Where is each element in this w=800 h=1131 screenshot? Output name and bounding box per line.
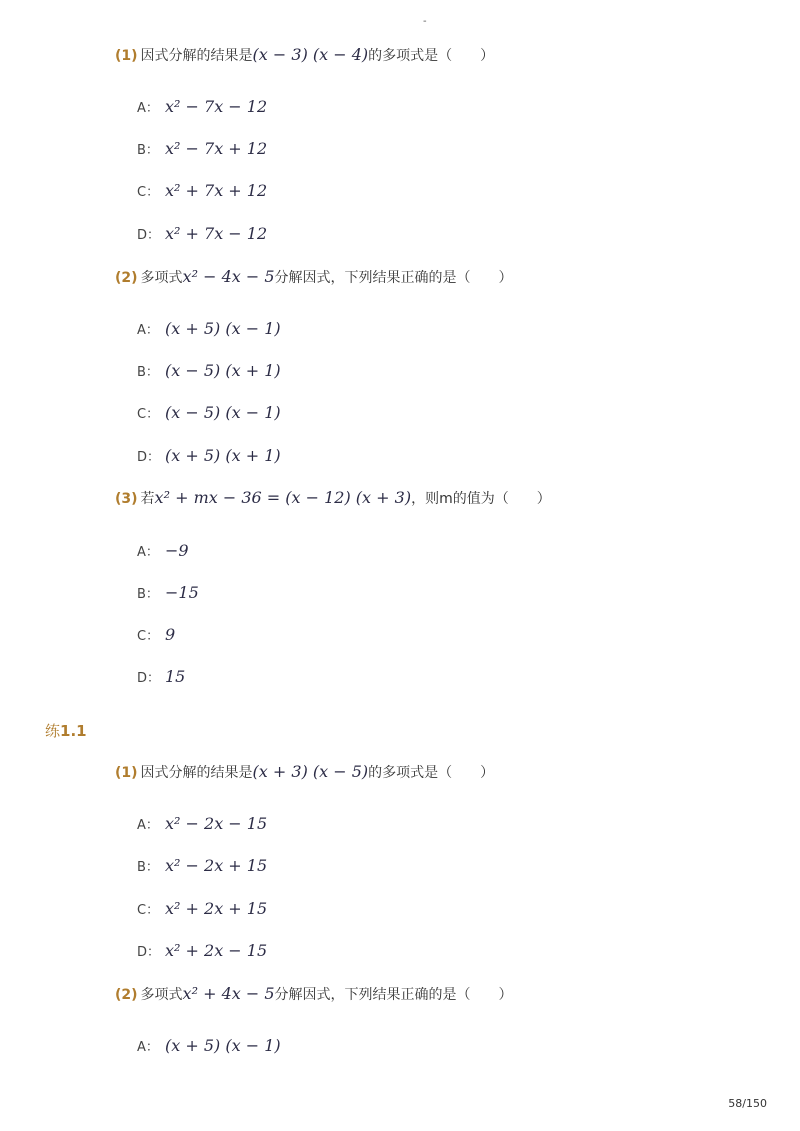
option-math: 15 xyxy=(165,667,186,686)
option-letter: A： xyxy=(137,1040,159,1055)
option-letter: A： xyxy=(137,101,159,116)
option-math: x² + 2x + 15 xyxy=(165,899,268,918)
option-a[interactable] xyxy=(137,97,267,116)
option-b[interactable] xyxy=(137,139,267,158)
section-title xyxy=(45,720,87,741)
option-b[interactable] xyxy=(137,856,267,875)
option-letter: A： xyxy=(137,545,159,560)
practice-question-1 xyxy=(115,762,494,782)
option-math: x² + 7x − 12 xyxy=(165,224,268,243)
option-math: x² − 7x + 12 xyxy=(165,139,268,158)
question-number: (3) xyxy=(115,491,138,507)
option-letter: C： xyxy=(137,903,160,918)
question-text-pre: 多项式 xyxy=(140,987,183,1003)
question-math: x² + mx − 36 = (x − 12) (x + 3) xyxy=(154,488,412,507)
option-math: x² − 2x − 15 xyxy=(165,814,268,833)
option-c[interactable] xyxy=(137,625,175,644)
question-text-pre: 因式分解的结果是 xyxy=(140,48,253,64)
option-letter: B： xyxy=(137,587,159,602)
option-letter: A： xyxy=(137,818,159,833)
question-math: x² − 4x − 5 xyxy=(182,267,275,286)
option-b[interactable] xyxy=(137,361,281,380)
section-title-number: 1.1 xyxy=(60,722,87,740)
option-math: −15 xyxy=(165,583,199,602)
question-text-pre: 多项式 xyxy=(140,270,183,286)
option-letter: C： xyxy=(137,629,160,644)
section-title-prefix: 练 xyxy=(45,722,61,740)
option-letter: C： xyxy=(137,185,160,200)
option-a[interactable] xyxy=(137,814,267,833)
question-text-post: ，则m的值为（ ） xyxy=(411,491,551,507)
top-mark: - xyxy=(423,16,427,27)
question-text-post: 的多项式是（ ） xyxy=(368,765,495,781)
option-a[interactable] xyxy=(137,319,281,338)
option-letter: D： xyxy=(137,945,161,960)
option-math: 9 xyxy=(165,625,176,644)
question-3 xyxy=(115,488,551,508)
option-letter: B： xyxy=(137,143,159,158)
option-math: (x − 5) (x + 1) xyxy=(165,361,281,380)
option-c[interactable] xyxy=(137,403,281,422)
option-letter: B： xyxy=(137,365,159,380)
option-a[interactable] xyxy=(137,1036,281,1055)
option-d[interactable] xyxy=(137,941,267,960)
question-2 xyxy=(115,267,513,287)
option-math: −9 xyxy=(165,541,189,560)
option-letter: D： xyxy=(137,671,161,686)
option-math: (x + 5) (x + 1) xyxy=(165,446,281,465)
practice-question-2 xyxy=(115,984,513,1004)
question-text-post: 分解因式，下列结果正确的是（ ） xyxy=(274,270,513,286)
option-d[interactable] xyxy=(137,446,281,465)
question-1 xyxy=(115,45,494,65)
option-letter: A： xyxy=(137,323,159,338)
option-letter: D： xyxy=(137,228,161,243)
question-text-pre: 若 xyxy=(140,491,155,507)
option-letter: C： xyxy=(137,407,160,422)
question-number: (2) xyxy=(115,987,138,1003)
question-math: (x − 3) (x − 4) xyxy=(252,45,369,64)
option-c[interactable] xyxy=(137,181,267,200)
option-letter: D： xyxy=(137,450,161,465)
option-b[interactable] xyxy=(137,583,199,602)
question-text-pre: 因式分解的结果是 xyxy=(140,765,253,781)
option-d[interactable] xyxy=(137,224,267,243)
question-number: (2) xyxy=(115,270,138,286)
option-math: (x + 5) (x − 1) xyxy=(165,1036,281,1055)
option-math: x² + 2x − 15 xyxy=(165,941,268,960)
question-number: (1) xyxy=(115,48,138,64)
option-math: x² + 7x + 12 xyxy=(165,181,268,200)
page-number: 58/150 xyxy=(728,1097,767,1110)
option-d[interactable] xyxy=(137,667,185,686)
option-a[interactable] xyxy=(137,541,189,560)
option-letter: B： xyxy=(137,860,159,875)
question-math: (x + 3) (x − 5) xyxy=(252,762,369,781)
question-number: (1) xyxy=(115,765,138,781)
question-math: x² + 4x − 5 xyxy=(182,984,275,1003)
option-c[interactable] xyxy=(137,899,267,918)
option-math: (x + 5) (x − 1) xyxy=(165,319,281,338)
option-math: (x − 5) (x − 1) xyxy=(165,403,281,422)
question-text-post: 分解因式，下列结果正确的是（ ） xyxy=(274,987,513,1003)
option-math: x² − 2x + 15 xyxy=(165,856,268,875)
option-math: x² − 7x − 12 xyxy=(165,97,268,116)
question-text-post: 的多项式是（ ） xyxy=(368,48,495,64)
